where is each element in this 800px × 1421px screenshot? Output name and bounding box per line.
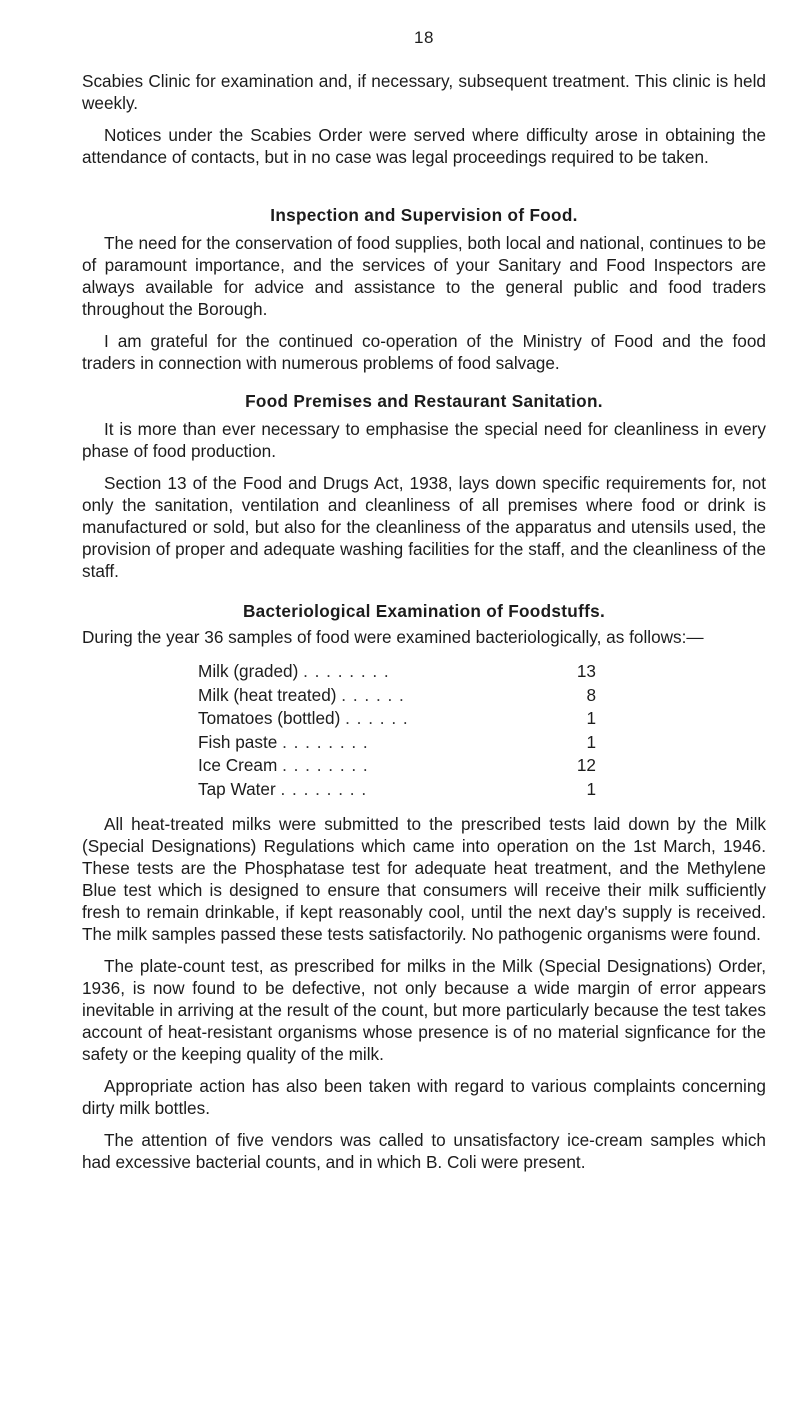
table-row — [198, 754, 598, 778]
sample-name: Fish paste — [198, 731, 278, 752]
sample-name: Tap Water — [198, 778, 276, 799]
premises-paragraph-2: Section 13 of the Food and Drugs Act, 1938, lays down specific requirements for, not only the sanitation, ventilation and cleanliness of all premises where food or drink is manufactured or sold, but also for the cleanliness of the apparatus and utensils used, the provision of proper and adequate washing facilities for the staff, and the cleanliness of the staff. — [82, 473, 766, 581]
dot-leader: . . . . . . . . — [303, 661, 390, 681]
bacteriological-paragraph-2: The plate-count test, as prescribed for milks in the Milk (Special Designations) Order, 1936, is now found to be defective, not only because a wide margin of error appears inevitable in arriving at the result of the count, but more particularly because the test takes account of heat-resistant organisms whose presence is of no material signficance for the safety or the keeping quality of the milk. — [82, 956, 766, 1064]
table-row — [198, 707, 598, 731]
table-row — [198, 731, 598, 755]
sample-count: 1 — [586, 708, 596, 728]
dot-leader: . . . . . . . . — [280, 778, 368, 799]
sample-name: Ice Cream — [198, 755, 278, 775]
bacteriological-paragraph-1: All heat-treated milks were submitted to the prescribed tests laid down by the Milk (Special Designations) Regulations which came into operation on the 1st March, 1946. These tests are the Phosphatase test for adequate heat treatment, and the Methylene Blue test which is designed to ensure that consumers will receive their milk sufficiently fresh to remain drinkable, if kept reasonably cool, until the next day's supply is received. The milk samples passed these tests satisfactorily. No pathogenic organisms were found. — [82, 814, 766, 944]
table-row — [198, 778, 598, 802]
bacteriological-paragraph-4: The attention of five vendors was called to unsatisfactory ice-cream samples which had excessive bacterial counts, and in which B. Coli were present. — [82, 1130, 766, 1172]
sample-count: 13 — [576, 661, 596, 681]
sample-count: 1 — [586, 731, 596, 752]
dot-leader: . . . . . . — [345, 708, 409, 728]
document-page — [82, 28, 766, 1173]
section-heading-premises: Food Premises and Restaurant Sanitation. — [245, 391, 603, 411]
sample-name: Milk (heat treated) — [198, 684, 337, 705]
table-row — [198, 684, 598, 708]
bacteriological-paragraph-3: Appropriate action has also been taken with regard to various complaints concerning dirty milk bottles. — [82, 1076, 766, 1118]
intro-paragraph-1: Scabies Clinic for examination and, if necessary, subsequent treatment. This clinic is held weekly. — [82, 71, 766, 113]
inspection-paragraph-1: The need for the conservation of food supplies, both local and national, continues to be of paramount importance, and the services of your Sanitary and Food Inspectors are always available for advice and assistance to the general public and food traders throughout the Borough. — [82, 233, 766, 319]
section-heading-bacteriological: Bacteriological Examination of Foodstuffs. — [242, 601, 606, 621]
samples-table — [198, 660, 598, 801]
bacteriological-intro: During the year 36 samples of food were examined bacteriologically, as follows:— — [82, 627, 704, 647]
section-heading-inspection: Inspection and Supervision of Food. — [270, 205, 578, 225]
table-row — [198, 660, 598, 684]
sample-count: 1 — [586, 778, 596, 799]
premises-paragraph-1: It is more than ever necessary to emphasise the special need for cleanliness in every phase of food production. — [82, 419, 766, 461]
sample-count: 12 — [576, 755, 596, 775]
page-number: 18 — [414, 28, 434, 47]
dot-leader: . . . . . . . . — [282, 731, 369, 752]
dot-leader: . . . . . . . . — [282, 755, 369, 775]
sample-name: Tomatoes (bottled) — [198, 708, 341, 728]
dot-leader: . . . . . . — [341, 684, 405, 705]
intro-paragraph-2: Notices under the Scabies Order were served where difficulty arose in obtaining the attendance of contacts, but in no case was legal proceedings required to be taken. — [82, 125, 766, 167]
sample-name: Milk (graded) — [198, 661, 299, 681]
sample-count: 8 — [586, 684, 596, 705]
inspection-paragraph-2: I am grateful for the continued co-operation of the Ministry of Food and the food traders in connection with numerous problems of food salvage. — [82, 331, 766, 373]
